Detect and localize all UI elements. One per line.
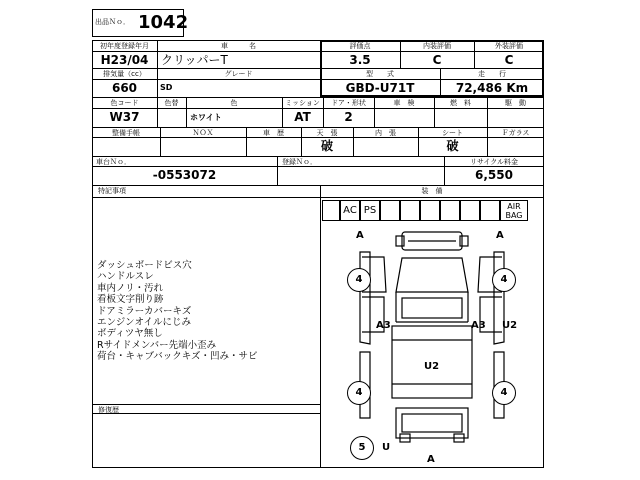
- grade-label: グレード: [224, 70, 253, 78]
- tire-rear-left: 4: [347, 381, 371, 405]
- remark-item: ドアミラーカバーキズ: [97, 305, 192, 317]
- first-registration-label: 初年度登録年月: [100, 42, 149, 50]
- equipment-box: [380, 200, 400, 221]
- remarks-label: 特記事項: [98, 187, 126, 195]
- damage-bed-center: U2: [424, 361, 440, 372]
- exterior-grade-value: C: [504, 53, 514, 67]
- color-code-label: 色コード: [110, 99, 139, 107]
- first-registration-value: H23/04: [100, 53, 149, 67]
- damage-rear-u: U: [382, 442, 391, 453]
- grade-score-value: 3.5: [349, 53, 371, 67]
- seat-value: 破: [446, 139, 459, 153]
- equipment-box: [322, 200, 340, 221]
- repair-history-label: 修復歴: [98, 406, 119, 414]
- equipment-box: [440, 200, 460, 221]
- tire-rear-right: 4: [492, 381, 516, 405]
- chassis-number-label: 車台Ｎｏ．: [96, 158, 131, 166]
- equipment-label: AC: [343, 205, 357, 216]
- mileage-value: 72,486 Km: [455, 81, 529, 95]
- interior-grade-label: 内装評価: [423, 42, 451, 50]
- color-code-value: W37: [109, 110, 140, 124]
- car-name-value: クリッパーT: [161, 53, 228, 67]
- model-code-value: GBD-U71T: [345, 81, 415, 95]
- fuel-label: 燃 料: [450, 99, 471, 107]
- remark-item: Rサイドメンバー先端小歪み: [97, 339, 217, 351]
- damage-front-right: A: [496, 230, 504, 241]
- color-change-label: 色替: [164, 99, 179, 107]
- remark-item: ハンドルスレ: [97, 271, 154, 283]
- transmission-value: AT: [294, 110, 311, 124]
- transmission-label: ミッション: [285, 99, 320, 107]
- exterior-grade-label: 外装評価: [495, 42, 523, 50]
- damage-rear-a: A: [427, 454, 435, 465]
- equipment-box: [340, 200, 360, 221]
- registration-number-label: 登録Ｎｏ．: [282, 158, 317, 166]
- displacement-value: 660: [111, 81, 138, 95]
- chassis-number-value: -0553072: [152, 168, 217, 182]
- vehicle-history-label: 車 歴: [263, 129, 284, 137]
- model-code-label: 型 式: [366, 70, 394, 78]
- equipment-box: [460, 200, 480, 221]
- tire-front-right: 4: [492, 268, 516, 292]
- color-value: ホワイト: [190, 113, 222, 122]
- displacement-label: 排気量（cc）: [103, 70, 146, 78]
- front-glass-label: Ｆガラス: [501, 129, 530, 137]
- drive-label: 駆 動: [505, 99, 526, 107]
- remark-item: ボディツヤ無し: [97, 328, 163, 340]
- nox-label: ＮＯＸ: [192, 129, 214, 137]
- interior-grade-value: C: [432, 53, 442, 67]
- equipment-box: [420, 200, 440, 221]
- listing-number-label: 出品Ｎｏ．: [95, 18, 130, 26]
- tire-front-left: 4: [347, 268, 371, 292]
- grade-value: SD: [160, 83, 173, 92]
- remarks-list: [97, 260, 258, 363]
- door-shape-value: 2: [344, 110, 353, 124]
- mileage-label: 走 行: [478, 70, 506, 78]
- damage-side-left: A3: [376, 320, 391, 331]
- inspection-label: 車 検: [393, 99, 415, 107]
- grade-score-label: 評価点: [349, 42, 371, 50]
- recycle-fee-value: 6,550: [475, 168, 513, 182]
- remark-item: エンジンオイルにじみ: [97, 317, 192, 329]
- interior-trim-label: 内 張: [375, 129, 396, 137]
- equipment-box: [360, 200, 380, 221]
- damage-side-right-2: U2: [502, 320, 518, 331]
- vehicle-damage-diagram: [322, 222, 542, 466]
- listing-number: 1042: [138, 12, 189, 33]
- equipment-box: [400, 200, 420, 221]
- damage-side-right: A3: [471, 320, 486, 331]
- remark-item: 荷台・キャブバックキズ・凹み・サビ: [97, 351, 258, 363]
- door-shape-label: ドア・形状: [331, 99, 366, 107]
- spare-tire: 5: [350, 436, 374, 460]
- equipment-label: 装 備: [421, 187, 443, 195]
- headliner-label: 天 張: [316, 129, 338, 137]
- car-name-label: 車 名: [221, 42, 256, 50]
- equipment-label: AIR BAG: [505, 201, 523, 220]
- equipment-label: PS: [363, 205, 377, 216]
- equipment-box: [500, 200, 528, 221]
- remark-item: 車内ノリ・汚れ: [97, 282, 164, 294]
- equipment-box: [480, 200, 500, 221]
- seat-label: シート: [442, 129, 463, 137]
- recycle-fee-label: リサイクル料金: [469, 158, 519, 166]
- damage-front-left: A: [356, 230, 364, 241]
- color-label: 色: [230, 99, 238, 107]
- headliner-value: 破: [320, 139, 333, 153]
- remark-item: ダッシュボードビス穴: [97, 260, 192, 271]
- maintenance-book-label: 整備手帳: [112, 129, 140, 137]
- remark-item: 看板文字削り跡: [97, 294, 164, 306]
